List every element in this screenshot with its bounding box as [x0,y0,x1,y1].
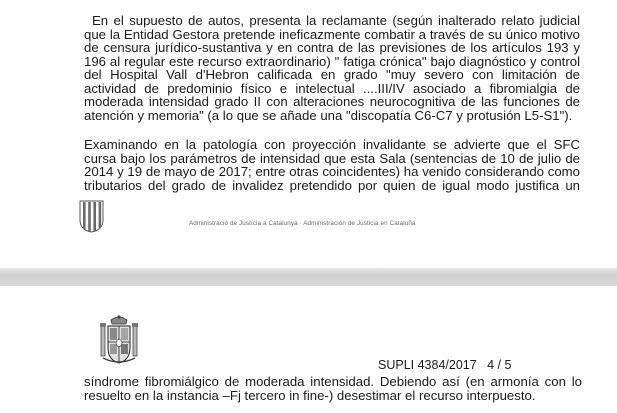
spain-coat-of-arms-icon [99,314,139,368]
catalonia-shield-icon [79,200,104,233]
text-line: de censura jurídico-sustantiva y en contra de las previsiones de los artículos 193 y [84,40,580,55]
text-line: cursa bajo los parámetros de intensidad que esta Sala (sentencias de 10 de julio de [84,150,580,166]
paragraph-examinando [84,138,580,192]
page-indicator: 4 / 5 [487,358,512,372]
text-line: del Hospital Vall d'Hebron calificada en grado "muy severo con limitación de [84,67,580,82]
text-line: tributarios del grado de invalidez pretendido por quien de igual modo justifica un [84,177,580,193]
text-line: resuelto en la instancia –Fj tercero in fine-) desestimar el recurso interpuesto. [84,387,536,403]
text-line: 196 al regular este recurso extraordinario) " fatiga crónica" bajo diagnóstico y control [84,53,580,69]
text-line: En el supuesto de autos, presenta la reclamante (según inalterado relato judicial [92,13,580,28]
text-line: síndrome fibromiálgico de moderada intensidad. Debiendo así (en armonía con lo [84,374,582,389]
court-footer: Administració de Justícia a Catalunya · Administración de Justicia en Cataluña [189,220,416,227]
text-line: moderada intensidad grado II con alteraciones neurocognitiva de las funciones de [84,94,580,109]
text-line: actividad de predominio físico e intelectual ....III/IV asociado a fibromialgia de [84,80,580,96]
paragraph-conclusion [84,375,582,402]
case-number: SUPLI 4384/2017 [378,358,477,372]
page-separator [0,268,617,286]
text-line: 2014 y 19 de mayo de 2017; entre otras coincidentes) ha venido considerando como [84,164,580,179]
text-line: que la Entidad Gestora pretende ineficazmente combatir a través de su único motivo [84,26,580,42]
text-line: Examinando en la patología con proyección invalidante se advierte que el SFC [84,137,580,152]
paragraph-fatiga-cronica [84,14,580,122]
case-reference [378,358,511,372]
text-line: atención y memoria" (a lo que se añade una "discopatía C6-C7 y protusión L5-S1"). [84,107,573,123]
